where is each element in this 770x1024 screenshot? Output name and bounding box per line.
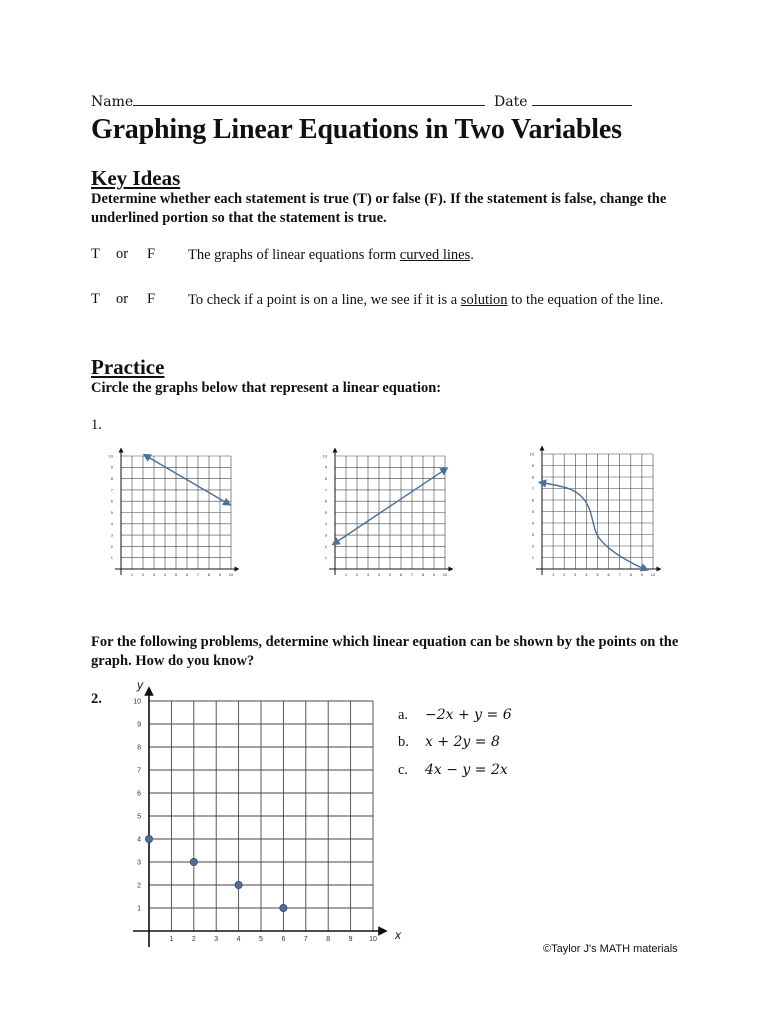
x-tick-label: 5 [259,936,263,943]
or-label: or [116,246,129,262]
option-equation: 4x − y = 2x [425,762,508,778]
name-blank[interactable] [133,105,485,106]
false-choice[interactable]: F [147,291,156,307]
y-tick-label: 9 [324,464,327,470]
x-tick-label: 9 [348,936,353,943]
date-label: Date [494,94,528,110]
y-tick-label: 1 [110,555,113,561]
y-tick-label: 5 [110,509,113,515]
underlined-portion: solution [460,292,508,308]
y-tick-label: 6 [531,497,534,503]
statement-text: To check if a point is on a line, we see if it is a solution to the equation of the line. [188,292,664,308]
y-tick-label: 8 [324,476,327,481]
x-tick-label: 1 [130,572,134,577]
x-tick-label: 9 [218,572,222,577]
x-tick-label: 8 [207,572,211,577]
or-label: or [116,291,129,307]
y-tick-label: 6 [110,498,113,504]
page-title: Graphing Linear Equations in Two Variables [91,114,622,145]
date-blank[interactable] [532,105,632,106]
y-tick-label: 10 [108,453,113,459]
x-tick-label: 6 [281,936,286,943]
y-tick-label: 3 [324,532,327,538]
x-tick-label: 5 [174,572,178,577]
x-tick-label: 10 [228,572,234,577]
key-ideas-instructions: Determine whether each statement is true (T) or false (F). If the statement is false, change the underlined portion so that the statement is true. [91,191,667,226]
y-tick-label: 5 [531,508,534,514]
data-point [145,835,152,842]
y-tick-label: 10 [133,698,141,706]
y-tick-label: 2 [324,543,327,549]
y-tick-label: 4 [110,521,113,527]
true-choice[interactable]: T [91,246,100,262]
y-tick-label: 2 [137,882,141,890]
graph-curve [542,483,645,569]
y-tick-label: 5 [137,813,141,821]
y-tick-label: 4 [137,836,141,844]
x-tick-label: 10 [369,936,377,943]
x-tick-label: 4 [585,572,588,577]
x-tick-label: 7 [196,572,200,577]
y-tick-label: 3 [137,859,141,867]
x-tick-label: 8 [629,572,632,577]
x-tick-label: 4 [377,572,381,577]
practice-heading: Practice [91,355,165,379]
x-tick-label: 6 [399,572,403,577]
graph-1[interactable] [103,448,239,580]
y-tick-label: 9 [110,464,113,470]
date-field [494,94,632,110]
name-field [91,94,485,110]
y-tick-label: 10 [529,451,534,457]
graph-3[interactable] [522,445,662,580]
false-choice[interactable]: F [147,246,156,262]
x-tick-label: 9 [432,572,436,577]
practice-instructions: Circle the graphs below that represent a linear equation: [91,380,442,396]
y-tick-label: 3 [110,532,113,538]
x-tick-label: 7 [618,572,621,577]
x-tick-label: 10 [650,572,656,577]
x-tick-label: 1 [169,936,174,943]
y-tick-label: 9 [531,462,534,468]
y-tick-label: 9 [137,721,141,729]
x-tick-label: 3 [574,572,577,577]
statement-text: The graphs of linear equations form curved lines. [188,247,474,263]
x-tick-label: 5 [388,572,392,577]
option-equation: −2x + y = 6 [425,707,512,723]
problem-1-label: 1. [91,417,102,433]
y-tick-label: 7 [531,485,534,491]
x-tick-label: 2 [563,572,566,577]
data-point [190,858,197,865]
graph-2[interactable] [317,448,453,580]
y-tick-label: 4 [531,520,534,526]
y-tick-label: 7 [110,487,113,493]
key-ideas-heading: Key Ideas [91,166,181,190]
y-tick-label: 8 [531,474,534,480]
x-tick-label: 8 [421,572,425,577]
credit-text: ©Taylor J's MATH materials [543,943,678,955]
x-tick-label: 3 [152,572,156,577]
option-equation: x + 2y = 8 [425,734,500,750]
name-label: Name [91,94,134,110]
y-tick-label: 3 [531,531,534,537]
x-tick-label: 3 [366,572,370,577]
y-tick-label: 6 [324,498,327,504]
x-tick-label: 6 [185,572,189,577]
x-tick-label: 7 [410,572,414,577]
x-tick-label: 4 [236,936,241,943]
y-tick-label: 1 [137,905,141,913]
data-point [280,904,287,911]
problem-2-label: 2. [91,691,102,707]
y-tick-label: 7 [324,487,327,493]
true-choice[interactable]: T [91,291,100,307]
option-label: b. [398,734,409,750]
y-tick-label: 4 [324,521,327,527]
y-tick-label: 2 [110,543,113,549]
y-tick-label: 5 [324,509,327,515]
x-tick-label: 1 [551,572,555,577]
x-tick-label: 9 [640,572,644,577]
x-tick-label: 2 [355,572,359,577]
x-tick-label: 10 [442,572,448,577]
x-tick-label: 1 [344,572,348,577]
y-tick-label: 1 [531,554,534,560]
graph-problem-2[interactable] [112,672,402,957]
y-tick-label: 8 [110,476,113,481]
x-tick-label: 2 [141,572,145,577]
section2-instructions: For the following problems, determine which linear equation can be shown by the points on the graph. How do you know? [91,634,679,669]
x-axis-label: x [395,928,401,942]
option-label: c. [398,762,409,778]
y-tick-label: 1 [324,555,327,561]
y-axis-label: y [137,678,143,692]
y-tick-label: 10 [322,453,327,459]
option-label: a. [398,707,409,723]
x-tick-label: 6 [607,572,610,577]
x-tick-label: 4 [163,572,167,577]
y-tick-label: 6 [137,790,141,798]
x-tick-label: 3 [214,936,219,943]
x-tick-label: 7 [303,936,308,943]
x-tick-label: 2 [191,936,196,943]
x-tick-label: 5 [596,572,599,577]
y-tick-label: 2 [531,543,534,549]
y-tick-label: 8 [137,744,141,752]
data-point [235,881,242,888]
x-tick-label: 8 [326,936,331,943]
y-tick-label: 7 [137,767,141,775]
underlined-portion: curved lines [399,247,471,263]
